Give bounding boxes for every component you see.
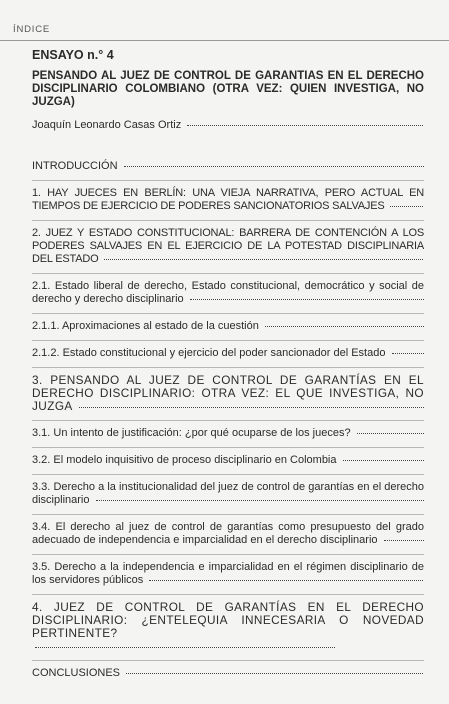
dot-leader <box>190 299 424 300</box>
divider <box>32 340 424 341</box>
toc-entry[interactable] <box>32 187 424 213</box>
dot-leader <box>104 259 423 260</box>
toc-entry[interactable] <box>32 601 424 653</box>
dot-leader <box>343 460 424 461</box>
dot-leader <box>79 407 424 408</box>
dot-leader <box>357 433 424 434</box>
divider <box>32 474 424 475</box>
divider <box>32 220 424 221</box>
dot-leader <box>149 580 423 581</box>
divider <box>32 273 424 274</box>
divider <box>32 180 424 181</box>
divider <box>32 514 424 515</box>
toc-entry-text: 2.1. Estado liberal de derecho, Estado constitucional, democrático y social de derecho y derecho disciplinario <box>32 280 424 305</box>
toc-entry[interactable] <box>32 280 424 306</box>
toc-entry-text: CONCLUSIONES <box>32 667 121 679</box>
toc-entry[interactable] <box>32 320 424 333</box>
dot-leader <box>35 647 335 648</box>
toc-entry[interactable] <box>32 374 424 413</box>
dot-leader <box>96 500 424 501</box>
divider <box>32 313 424 314</box>
divider <box>32 420 424 421</box>
dot-leader <box>187 125 423 126</box>
dot-leader <box>126 673 423 674</box>
toc-entry[interactable] <box>32 160 424 173</box>
dot-leader <box>124 166 424 167</box>
toc-entry-text: 4. JUEZ DE CONTROL DE GARANTÍAS EN EL DERECHO DISCIPLINARIO: ¿ENTELEQUIA INNECESARIA O NOVEDAD PERTINENTE? <box>32 600 424 640</box>
toc-entry-text: 2.1.1. Aproximaciones al estado de la cuestión <box>32 320 259 332</box>
divider <box>32 554 424 555</box>
divider <box>32 660 424 661</box>
toc-entry[interactable] <box>32 481 424 507</box>
toc-entry-text: 3.4. El derecho al juez de control de garantías como presupuesto del grado adecuado de independencia e imparcialidad en el derecho disciplinario <box>32 521 424 546</box>
toc-entry-text: INTRODUCCIÓN <box>32 160 118 172</box>
toc-entry-text: 3.3. Derecho a la institucionalidad del juez de control de garantías en el derecho disciplinario <box>32 481 424 506</box>
toc-entry[interactable] <box>32 347 424 360</box>
essay-label: ENSAYO n.° 4 <box>32 48 114 62</box>
author-name: Joaquín Leonardo Casas Ortiz <box>32 119 182 131</box>
toc-entry[interactable] <box>32 561 424 587</box>
dot-leader <box>390 206 423 207</box>
index-content <box>32 40 424 680</box>
dot-leader <box>384 540 424 541</box>
toc-entry-text: 2. JUEZ Y ESTADO CONSTITUCIONAL: BARRERA DE CONTENCIÓN A LOS PODERES SALVAJES EN EL EJERCICIO DE LA POTESTAD DISCIPLINARIA DEL ESTADO <box>32 227 424 265</box>
divider <box>32 447 424 448</box>
toc-entry[interactable] <box>32 667 424 680</box>
toc-entry[interactable] <box>32 454 424 467</box>
dot-leader <box>265 326 424 327</box>
page-header <box>0 0 449 41</box>
toc-entry-text: 2.1.2. Estado constitucional y ejercicio del poder sancionador del Estado <box>32 347 386 359</box>
essay-title: PENSANDO AL JUEZ DE CONTROL DE GARANTIAS EN EL DERECHO DISCIPLINARIO COLOMBIANO (OTRA VEZ: QUIEN INVESTIGA, NO JUZGA) <box>32 70 424 108</box>
toc-entry-text: 3.5. Derecho a la independencia e imparcialidad en el régimen disciplinario de los servidores públicos <box>32 561 424 586</box>
index-header-label: ÍNDICE <box>13 24 50 35</box>
toc-entry-text: 3.1. Un intento de justificación: ¿por qué ocuparse de los jueces? <box>32 427 351 439</box>
toc-entry-text: 3. PENSANDO AL JUEZ DE CONTROL DE GARANTÍAS EN EL DERECHO DISCIPLINARIO: OTRA VEZ: EL QUE INVESTIGA, NO JUZGA <box>32 373 424 413</box>
toc-entry-text: 1. HAY JUECES EN BERLÍN: UNA VIEJA NARRATIVA, PERO ACTUAL EN TIEMPOS DE EJERCICIO DE PODERES SANCIONATORIOS SALVAJES <box>32 187 424 212</box>
toc-entry[interactable] <box>32 227 424 266</box>
toc-entry[interactable] <box>32 521 424 547</box>
divider <box>32 594 424 595</box>
toc-entry[interactable] <box>32 427 424 440</box>
toc-entry-text: 3.2. El modelo inquisitivo de proceso disciplinario en Colombia <box>32 454 337 466</box>
dot-leader <box>392 353 424 354</box>
author-entry[interactable] <box>32 119 424 132</box>
divider <box>32 367 424 368</box>
